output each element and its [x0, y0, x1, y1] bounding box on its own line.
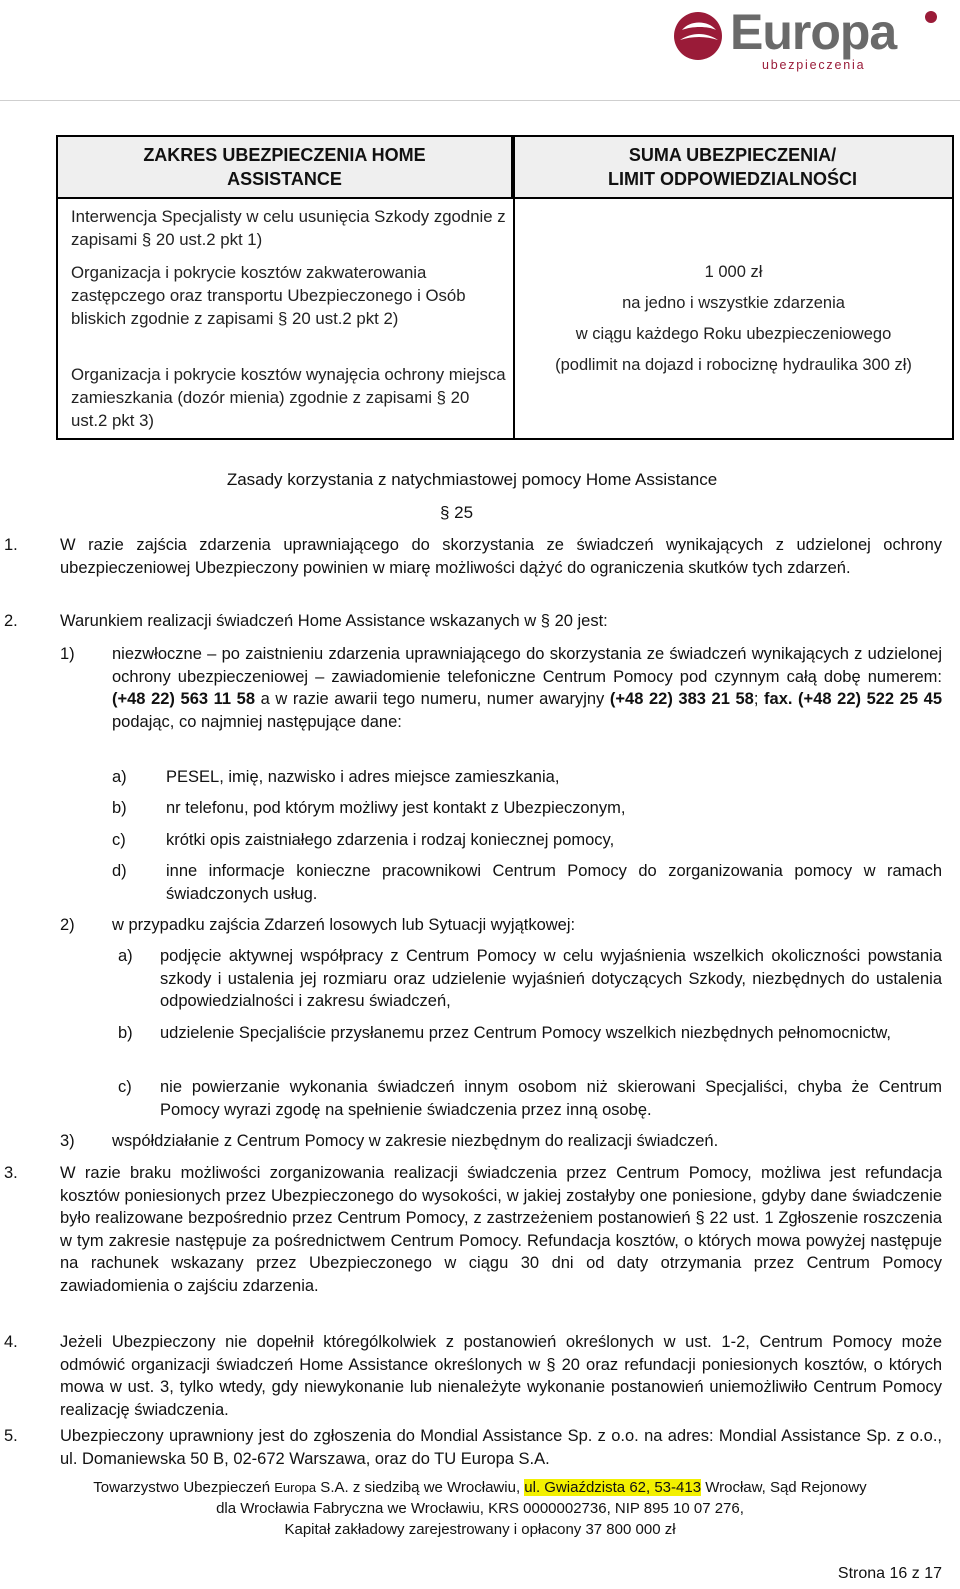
column-divider: [513, 137, 515, 438]
paragraph-1: W razie zajścia zdarzenia uprawniającego do skorzystania ze świadczeń wynikających z udzielonej ochrony ubezpieczeniowej Ubezpieczony powinien w miarę możliwości dążyć do ograniczenia skutków tych zdarzeń.: [60, 536, 942, 577]
footer-line-1: Towarzystwo Ubezpieczeń Europa S.A. z siedzibą we Wrocławiu, ul. Gwiaździsta 62, 53-413 Wrocław, Sąd Rejonowy: [93, 1479, 867, 1496]
sub-letter: a): [112, 768, 127, 786]
contact-requirement: niezwłoczne – po zaistnieniu zdarzenia uprawniającego do skorzystania ze świadczeń wynikających z udzielonej ochrony ubezpieczeniowej – zawiadomienie telefoniczne Centrum Pomocy pod czynnym całą dobę numerem: (+48 22) 563 11 58 a w razie awarii tego numeru, numer awaryjny (+48 22) 383 21 58; fax. (+48 22) 522 25 45 podając, co najmniej następujące dane:: [112, 645, 943, 731]
fax-number: fax. (+48 22) 522 25 45: [764, 690, 943, 708]
section-title: Zasady korzystania z natychmiastowej pomocy Home Assistance: [226, 470, 718, 489]
paragraph-3: W razie braku możliwości zorganizowania realizacji świadczenia przez Centrum Pomocy, możliwa jest refundacja kosztów poniesionych przez Ubezpieczonego do wysokości, w jakiej zostałyby one poniesione, gdyby dane świadczenie było realizowane bezpośrednio przez Centrum Pomocy, z zastrzeżeniem postanowień § 22 ust. 1 Zgłoszenie roszczenia w tym zakresie następuje za pośrednictwem Centrum Pomocy. Refundacja kosztów, o których mowa powyżej następuje na rachunek wskazany przez Ubezpieczonego w ciągu 30 dni od daty otrzymania przez Centrum Pomocy zawiadomienia o zajściu zdarzenia.: [60, 1164, 942, 1295]
sub-letter: b): [112, 799, 127, 817]
paragraph-number: 5.: [4, 1427, 18, 1445]
item-number: 2): [60, 916, 75, 934]
sub-item: inne informacje konieczne pracownikowi Centrum Pomocy do zorganizowania pomocy w ramach świadczonych usług.: [166, 862, 942, 903]
limit-header: SUMA UBEZPIECZENIA/ LIMIT ODPOWIEDZIALNOŚCI: [513, 137, 952, 199]
scope-item: Organizacja i pokrycie kosztów zakwaterowania zastępczego oraz transportu Ubezpieczonego i Osób bliskich zgodnie z zapisami § 20 ust.2 pkt 2): [71, 263, 466, 328]
sub-letter: b): [118, 1024, 133, 1042]
limit-cell: 1 000 zł na jedno i wszystkie zdarzenia w ciągu każdego Roku ubezpieczeniowego (podlimit na dojazd i robociznę hydraulika 300 zł): [555, 263, 912, 374]
sub-letter: c): [118, 1078, 132, 1096]
sub-item: PESEL, imię, nazwisko i adres miejsce zamieszkania,: [166, 768, 560, 786]
paragraph-number: 3.: [4, 1164, 18, 1182]
sub-item: podjęcie aktywnej współpracy z Centrum Pomocy w celu wyjaśnienia wszelkich okoliczności powstania szkody i ustalenia jej rozmiaru oraz udzielenie wyjaśnień dotyczących Szkody, niezbędnych do ustalenia odpowiedzialności i zakresu świadczeń,: [160, 947, 942, 1010]
sub-letter: a): [118, 947, 133, 965]
item-number: 3): [60, 1132, 75, 1150]
sub-letter: c): [112, 831, 126, 849]
scope-header: ZAKRES UBEZPIECZENIA HOME ASSISTANCE: [58, 137, 513, 199]
sub-item: nr telefonu, pod którym możliwy jest kontakt z Ubezpieczonym,: [166, 799, 626, 817]
paragraph-number: 2.: [4, 612, 18, 630]
page-number: Strona 16 z 17: [837, 1565, 942, 1582]
main-phone: (+48 22) 563 11 58: [112, 690, 256, 708]
coverage-table: [56, 135, 954, 440]
sub-letter: d): [112, 862, 127, 880]
sub-item: udzielenie Specjaliście przysłanemu przez Centrum Pomocy wszelkich niezbędnych pełnomocnictw,: [160, 1024, 891, 1042]
sub-item: nie powierzanie wykonania świadczeń innym osobom niż skierowani Specjaliści, chyba że Centrum Pomocy wyrazi zgodę na spełnienie świadczenia przez inną osobę.: [160, 1078, 942, 1119]
europa-logo: [668, 4, 938, 70]
item-text: współdziałanie z Centrum Pomocy w zakresie niezbędnym do realizacji świadczeń.: [112, 1132, 719, 1150]
paragraph-4: Jeżeli Ubezpieczony nie dopełnił którególkolwiek z postanowień określonych w ust. 1-2, Centrum Pomocy może odmówić organizacji świadczeń Home Assistance określonych w § 20 oraz refundacji poniesionych kosztów, o których mowa w ust. 3, tylko wtedy, gdy niewykonanie lub nienależyte wykonanie postanowień uniemożliwiło Centrum Pomocy realizację świadczenia.: [60, 1333, 942, 1419]
paragraph-number: 1.: [4, 536, 18, 554]
paragraph-2-intro: Warunkiem realizacji świadczeń Home Assistance wskazanych w § 20 jest:: [60, 612, 608, 630]
scope-item: Organizacja i pokrycie kosztów wynajęcia ochrony miejsca zamieszkania (dozór mienia) zgodnie z zapisami § 20 ust.2 pkt 3): [71, 365, 506, 430]
emergency-phone: (+48 22) 383 21 58: [609, 690, 754, 708]
footer-line-3: Kapitał zakładowy zarejestrowany i opłacony 37 800 000 zł: [284, 1521, 676, 1538]
footer-line-2: dla Wrocławia Fabryczna we Wrocławiu, KRS 0000002736, NIP 895 10 07 276,: [216, 1500, 744, 1517]
header-divider: [0, 100, 960, 101]
paragraph-number: 4.: [4, 1333, 18, 1351]
paragraph-5: Ubezpieczony uprawniony jest do zgłoszenia do Mondial Assistance Sp. z o.o. na adres: Mondial Assistance Sp. z o.o., ul. Domaniewska 50 B, 02-672 Warszawa, oraz do TU Europa S.A.: [60, 1427, 942, 1468]
logo-tagline: ubezpieczenia: [762, 58, 866, 72]
highlighted-address: ul. Gwiaździsta 62, 53-413: [524, 1479, 702, 1496]
europa-logo-mark-icon: [668, 6, 728, 66]
section-number: § 25: [440, 503, 474, 522]
item-number: 1): [60, 645, 75, 663]
scope-item: Interwencja Specjalisty w celu usunięcia Szkody zgodnie z zapisami § 20 ust.2 pkt 1): [71, 207, 506, 249]
sub-item: krótki opis zaistniałego zdarzenia i rodzaj koniecznej pomocy,: [166, 831, 615, 849]
item-text: w przypadku zajścia Zdarzeń losowych lub Sytuacji wyjątkowej:: [112, 916, 576, 934]
logo-wordmark: Europa: [730, 4, 897, 60]
logo-dot-icon: [924, 10, 938, 24]
